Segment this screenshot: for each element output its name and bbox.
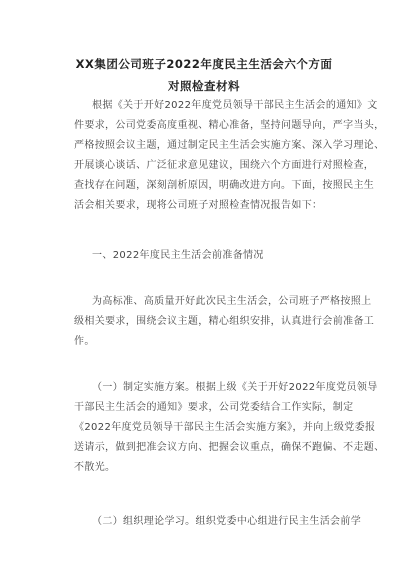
- subsection-line: （二）组织理论学习。组织党委中心组进行民主生活会前学: [92, 516, 362, 527]
- subsection-line: 送请示，做到把准会议方向、把握会议重点，确保不跑偏、不走题、: [74, 442, 385, 453]
- intro-line: 根据《关于开好2022年度党员领导干部民主生活会的通知》文: [92, 100, 378, 111]
- subsection-line: 《2022年度党员领导干部民主生活会实施方案》，并向上级党委报: [74, 422, 376, 433]
- section-paragraph-line: 级相关要求，围绕会议主题，精心组织安排，认真进行会前准备工: [74, 316, 375, 327]
- intro-line: 活会相关要求，现将公司班子对照检查情况报告如下：: [74, 200, 323, 211]
- section-paragraph-line: 作。: [74, 336, 95, 347]
- intro-line: 开展谈心谈话、广泛征求意见建议，围绕六个方面进行对照检查，: [74, 160, 375, 171]
- intro-line: 严格按照会议主题，通过制定民主生活会实施方案、深入学习理论、: [74, 140, 385, 151]
- intro-line: 件要求，公司党委高度重视、精心准备，坚持问题导向，严字当头，: [74, 120, 385, 131]
- subsection-line: 不散光。: [74, 462, 116, 473]
- section-paragraph-line: 为高标准、高质量开好此次民主生活会，公司班子严格按照上: [92, 296, 372, 307]
- subsection-line: （一）制定实施方案。根据上级《关于开好2022年度党员领导: [92, 382, 378, 393]
- subsection-line: 干部民主生活会的通知》要求，公司党委结合工作实际，制定: [74, 402, 354, 413]
- intro-line: 查找存在问题，深刻剖析原因，明确改进方向。下面，按照民主生: [74, 180, 375, 191]
- document-title-line1: XX集团公司班子2022年度民主生活会六个方面: [75, 57, 333, 71]
- document-title-line2: 对照检查材料: [168, 79, 240, 93]
- section-heading: 一、2022年度民主生活会前准备情况: [92, 250, 264, 261]
